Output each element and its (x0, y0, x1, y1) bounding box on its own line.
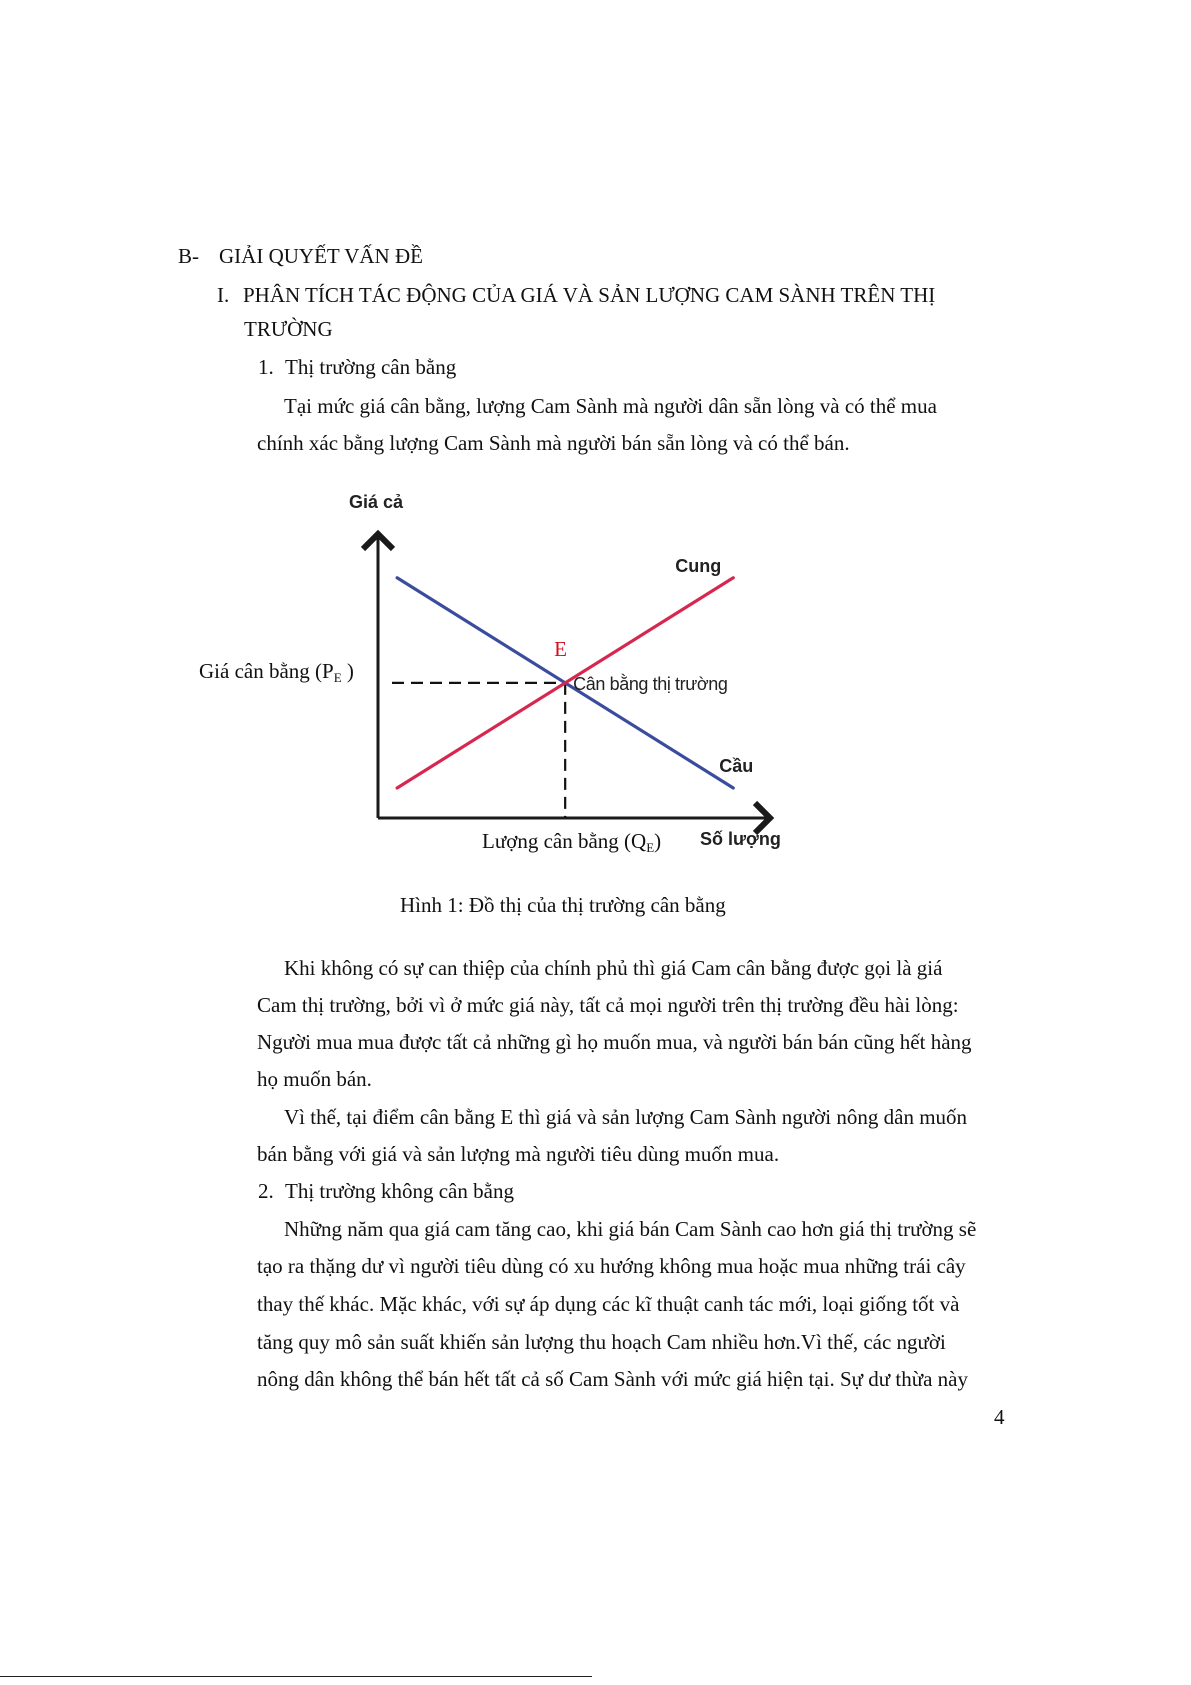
paragraph-4-line-5: nông dân không thể bán hết tất cả số Cam Sành với mức giá hiện tại. Sự dư thừa này (257, 1367, 968, 1391)
page-number: 4 (994, 1405, 1005, 1429)
x-axis-label: Số lượng (700, 829, 781, 849)
subheading-line-1: PHÂN TÍCH TÁC ĐỘNG CỦA GIÁ VÀ SẢN LƯỢNG CAM SÀNH TRÊN THỊ (243, 283, 936, 307)
supply-label: Cung (675, 555, 722, 576)
paragraph-3-line-2: bán bằng với giá và sản lượng mà người tiêu dùng muốn mua. (257, 1142, 780, 1166)
paragraph-1-line-2: chính xác bằng lượng Cam Sành mà người bán sẵn lòng và có thể bán. (257, 431, 850, 455)
item-1-marker: 1. (258, 355, 274, 379)
item-2-marker: 2. (258, 1179, 274, 1203)
paragraph-4-line-1: Những năm qua giá cam tăng cao, khi giá bán Cam Sành cao hơn giá thị trường sẽ (284, 1217, 977, 1241)
paragraph-2-line-3: Người mua mua được tất cả những gì họ muốn mua, và người bán bán cũng hết hàng (257, 1030, 972, 1054)
equilibrium-quantity-label: Lượng cân bằng (QE) (482, 829, 662, 855)
demand-label: Cầu (719, 755, 754, 776)
section-heading: GIẢI QUYẾT VẤN ĐỀ (219, 244, 423, 268)
footnote-divider (0, 1676, 592, 1677)
heading-marker: B- (178, 244, 199, 268)
item-2-title: Thị trường không cân bằng (285, 1179, 514, 1203)
paragraph-4-line-2: tạo ra thặng dư vì người tiêu dùng có xu hướng không mua hoặc mua những trái cây (257, 1254, 966, 1278)
item-1-title: Thị trường cân bằng (285, 355, 457, 379)
subheading-line-2: TRƯỜNG (244, 317, 333, 341)
figure-caption: Hình 1: Đồ thị của thị trường cân bằng (400, 893, 726, 917)
paragraph-2-line-2: Cam thị trường, bởi vì ở mức giá này, tất cả mọi người trên thị trường đều hài lòng: (257, 993, 959, 1017)
paragraph-2-line-4: họ muốn bán. (257, 1067, 372, 1091)
equilibrium-note: Cân bằng thị trường (573, 673, 728, 694)
subheading-marker: I. (217, 283, 230, 307)
equilibrium-price-label: Giá cân bằng (PE ) (199, 659, 354, 685)
y-axis-label: Giá cả (349, 492, 404, 512)
paragraph-4-line-3: thay thế khác. Mặc khác, với sự áp dụng các kĩ thuật canh tác mới, loại giống tốt và (257, 1292, 960, 1316)
paragraph-2-line-1: Khi không có sự can thiệp của chính phủ thì giá Cam cân bằng được gọi là giá (284, 956, 943, 980)
equilibrium-point-label: E (554, 636, 568, 661)
paragraph-4-line-4: tăng quy mô sản suất khiến sản lượng thu hoạch Cam nhiều hơn.Vì thế, các người (257, 1330, 946, 1354)
paragraph-3-line-1: Vì thế, tại điểm cân bằng E thì giá và sản lượng Cam Sành người nông dân muốn (284, 1105, 968, 1129)
paragraph-1-line-1: Tại mức giá cân bằng, lượng Cam Sành mà người dân sẵn lòng và có thể mua (284, 394, 937, 418)
